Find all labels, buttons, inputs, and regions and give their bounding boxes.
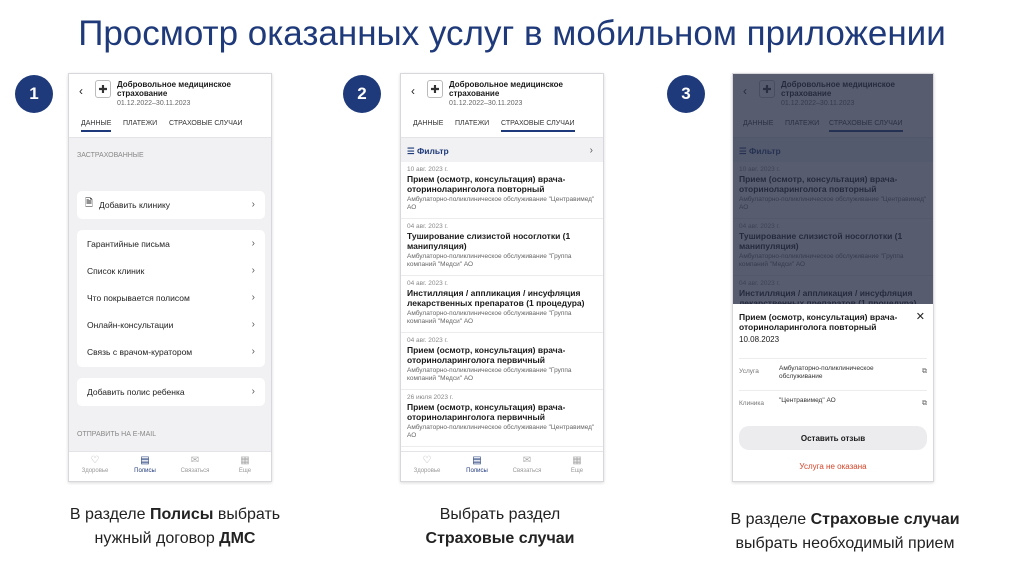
email-caption: ОТПРАВИТЬ НА E-MAIL — [77, 431, 157, 438]
nav-policies[interactable]: ▤ Полисы — [125, 455, 165, 474]
leave-review-button[interactable]: Оставить отзыв — [739, 426, 927, 450]
add-clinic-card[interactable] — [77, 191, 265, 219]
step-badge-3: 3 — [667, 75, 705, 113]
chevron-right-icon: › — [251, 386, 255, 397]
case-item[interactable]: 10 авг. 2023 г. Прием (осмотр, консультация) врача-оториноларинголога повторный Амбулаторно-поликлиническое обслуживание "Центравимед" АО — [401, 162, 603, 219]
tab-insurance-cases[interactable]: СТРАХОВЫЕ СЛУЧАИ — [169, 120, 243, 127]
nav-contact[interactable]: ✉ Связаться — [175, 455, 215, 474]
case-item[interactable]: 04 авг. 2023 г. Прием (осмотр, консультация) врача-оториноларинголога первичный Амбулаторно-поликлиническое обслуживание "Группа компаний "Медси" АО — [401, 333, 603, 390]
caption-step-1: В разделе Полисы выбрать нужный договор ДМС — [69, 506, 281, 547]
step-badge-1: 1 — [15, 75, 53, 113]
heart-icon: ♡ — [90, 455, 100, 466]
chat-icon: ✉ — [522, 455, 532, 466]
tab-data[interactable]: ДАННЫЕ — [81, 120, 111, 132]
menu-item-clinic-list[interactable]: Список клиник › — [87, 265, 255, 276]
phone-screen-cases — [400, 73, 604, 482]
phone-screen-case-detail — [732, 73, 934, 482]
chevron-right-icon: › — [251, 319, 255, 330]
copy-icon[interactable]: ⧉ — [922, 400, 927, 407]
chevron-right-icon: › — [251, 199, 255, 210]
chevron-right-icon: › — [251, 346, 255, 357]
grid-icon: ▦ — [572, 455, 582, 466]
menu-item-coverage[interactable]: Что покрывается полисом › — [87, 292, 255, 303]
app-header — [69, 74, 271, 138]
nav-health[interactable]: ♡ Здоровье — [75, 455, 115, 474]
sheet-date: 10.08.2023 — [739, 335, 780, 344]
case-item[interactable]: 26 июля 2023 г. Прием (осмотр, консультация) врача-оториноларинголога первичный Амбулаторно-поликлиническое обслуживание "Центравимед" АО — [401, 390, 603, 447]
caption-step-2: Выбрать раздел Страховые случаи — [425, 506, 575, 547]
caption-step-3: В разделе Страховые случаи выбрать необходимый прием — [730, 511, 960, 552]
nav-health[interactable]: ♡ Здоровье — [407, 455, 447, 474]
menu-item-guarantee-letters[interactable]: Гарантийные письма › — [87, 238, 255, 249]
tab-data[interactable]: ДАННЫЕ — [413, 120, 444, 127]
case-item[interactable]: 04 авг. 2023 г. Инстилляция / аппликация / инсуфляция лекарственных препаратов (1 процедура) Амбулаторно-поликлиническое обслуживание "Группа компаний "Медси" АО — [401, 276, 603, 333]
filter-button[interactable]: ☰ Фильтр — [407, 146, 449, 156]
nav-more[interactable]: ▦ Еще — [557, 455, 597, 474]
tab-insurance-cases[interactable]: СТРАХОВЫЕ СЛУЧАИ — [501, 120, 575, 132]
add-clinic-label: Добавить клинику — [99, 199, 171, 210]
chevron-right-icon: › — [251, 238, 255, 249]
chevron-right-icon: › — [251, 265, 255, 276]
chat-icon: ✉ — [190, 455, 200, 466]
policy-menu-card — [77, 230, 265, 367]
filter-icon: ☰ — [407, 146, 415, 156]
chevron-right-icon: › — [251, 292, 255, 303]
back-arrow-icon[interactable]: ‹ — [79, 84, 83, 98]
nav-more[interactable]: ▦ Еще — [225, 455, 265, 474]
slide-title: Просмотр оказанных услуг в мобильном приложении — [78, 14, 946, 53]
insurance-dates: 01.12.2022–30.11.2023 — [117, 100, 191, 107]
menu-item-curator-contact[interactable]: Связь с врачом-куратором › — [87, 346, 255, 357]
nav-contact[interactable]: ✉ Связаться — [507, 455, 547, 474]
back-arrow-icon[interactable]: ‹ — [411, 84, 415, 98]
tab-payments[interactable]: ПЛАТЕЖИ — [123, 120, 158, 127]
insured-caption: ЗАСТРАХОВАННЫЕ — [77, 152, 144, 159]
service-row: Услуга Амбулаторно-поликлиническое обслуживание ⧉ — [739, 358, 927, 386]
clinic-doc-icon: 🗎 — [85, 198, 94, 209]
step-badge-2: 2 — [343, 75, 381, 113]
clipboard-icon: ▤ — [472, 455, 482, 466]
chevron-right-icon: › — [589, 145, 593, 156]
modal-overlay[interactable] — [733, 74, 933, 304]
menu-item-online-consultations[interactable]: Онлайн-консультации › — [87, 319, 255, 330]
insurance-dates: 01.12.2022–30.11.2023 — [449, 100, 523, 107]
insurance-name: Добровольное медицинское страхование — [117, 80, 232, 98]
copy-icon[interactable]: ⧉ — [922, 368, 927, 375]
heart-icon: ♡ — [422, 455, 432, 466]
case-list — [401, 162, 603, 482]
insurance-name: Добровольное медицинское страхование — [449, 80, 564, 98]
service-not-rendered-link[interactable]: Услуга не оказана — [799, 462, 867, 471]
case-detail-sheet — [733, 304, 933, 482]
clipboard-icon: ▤ — [140, 455, 150, 466]
add-child-policy-card[interactable] — [77, 378, 265, 406]
add-child-policy-label: Добавить полис ребенка — [87, 386, 185, 397]
tab-payments[interactable]: ПЛАТЕЖИ — [455, 120, 490, 127]
app-header — [401, 74, 603, 138]
close-icon[interactable]: ✕ — [915, 311, 925, 323]
insurance-logo-icon: ✚ — [95, 80, 111, 98]
sheet-title: Прием (осмотр, консультация) врача-оториноларинголога повторный — [739, 312, 898, 332]
clinic-row: Клиника "Центравимед" АО ⧉ — [739, 390, 927, 418]
grid-icon: ▦ — [240, 455, 250, 466]
phone-screen-policies — [68, 73, 272, 482]
nav-policies[interactable]: ▤ Полисы — [457, 455, 497, 474]
bottom-nav — [401, 451, 603, 481]
insurance-logo-icon: ✚ — [427, 80, 443, 98]
bottom-nav — [69, 451, 271, 481]
case-item[interactable]: 04 авг. 2023 г. Туширование слизистой носоглотки (1 манипуляция) Амбулаторно-поликлиническое обслуживание "Группа компаний "Медси" АО — [401, 219, 603, 276]
